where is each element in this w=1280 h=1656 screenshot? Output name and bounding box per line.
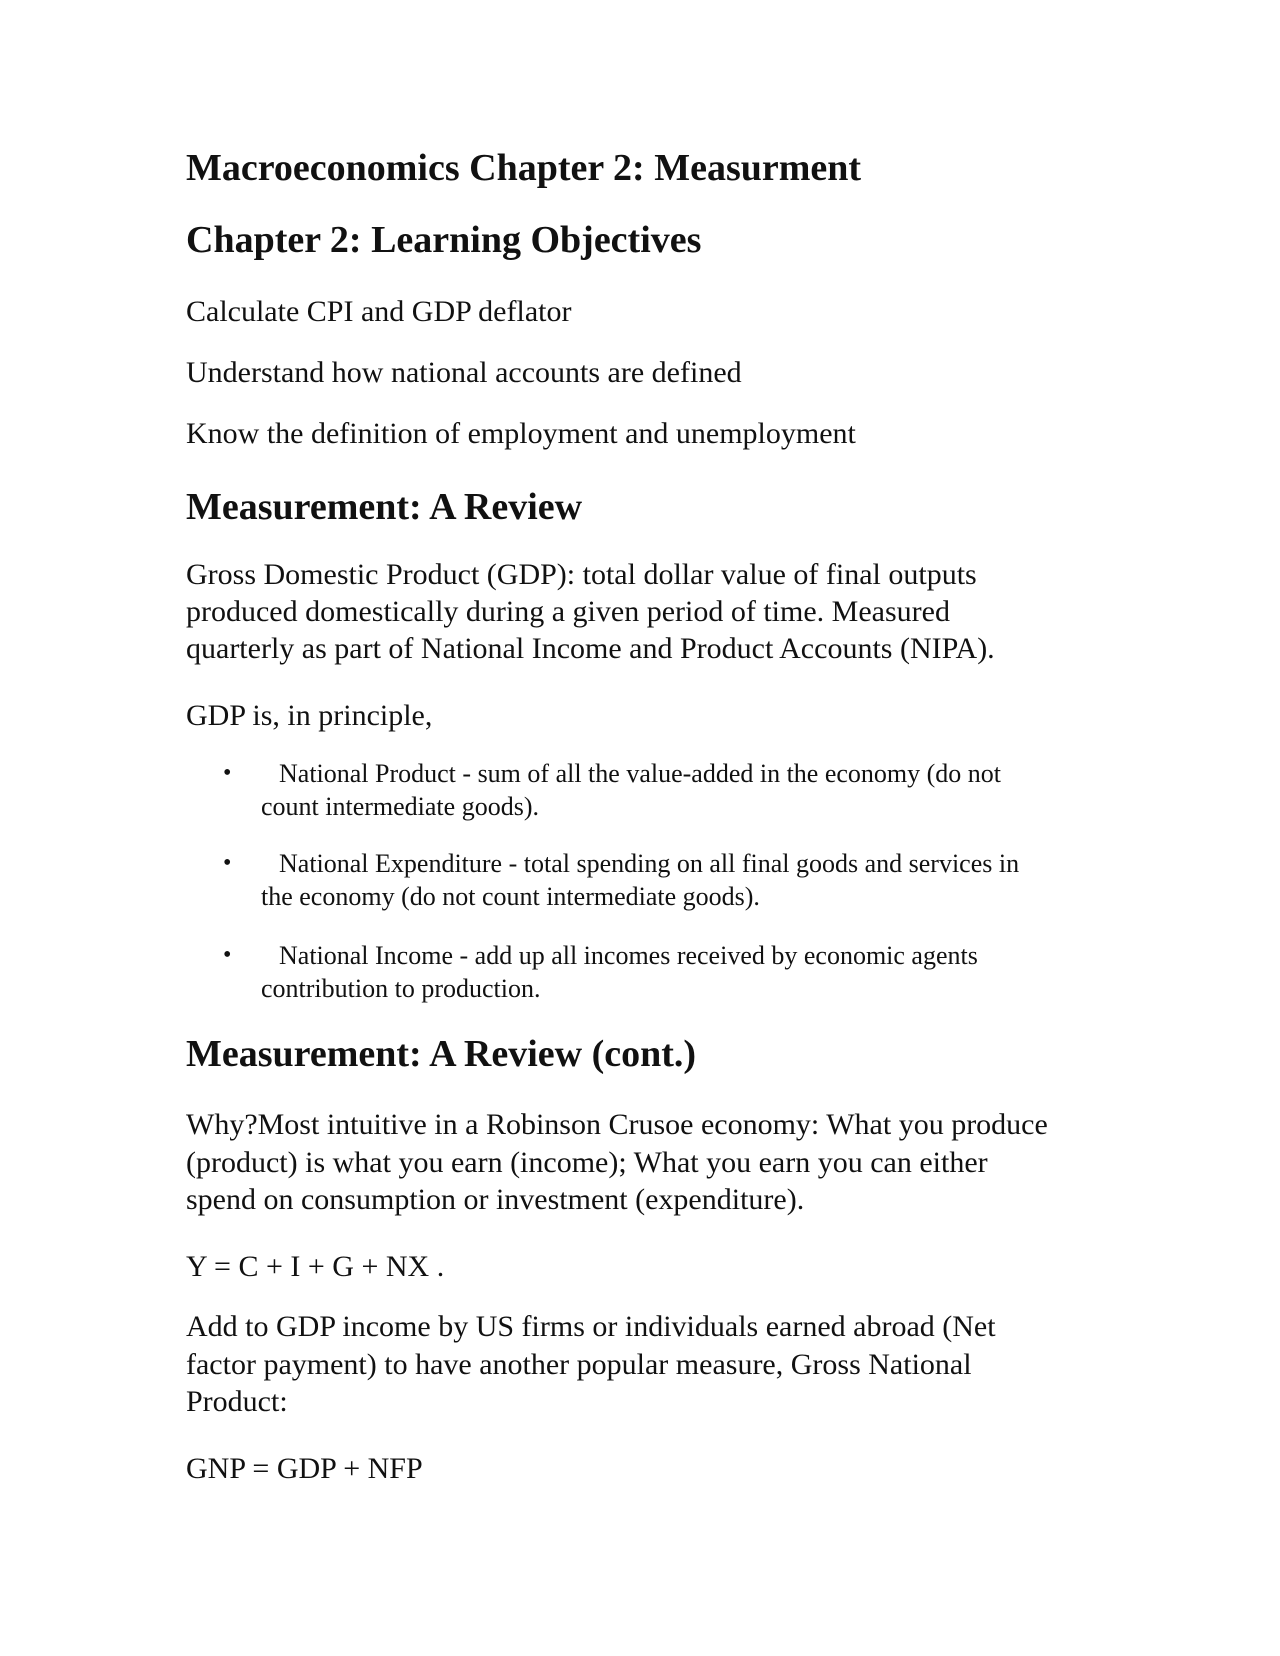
bullet-line: National Product - sum of all the value-added in the economy (do not bbox=[279, 759, 1002, 788]
bullet-icon: • bbox=[223, 760, 232, 786]
bullet-text bbox=[261, 939, 1071, 1005]
gnp-equation: GNP = GDP + NFP bbox=[186, 1452, 423, 1485]
why-line: spend on consumption or investment (expenditure). bbox=[186, 1183, 805, 1216]
bullet-line: the economy (do not count intermediate goods). bbox=[261, 882, 760, 911]
why-line: (product) is what you earn (income); What you earn you can either bbox=[186, 1146, 988, 1179]
document-title: Macroeconomics Chapter 2: Measurment bbox=[186, 147, 862, 189]
gnp-intro-line: Add to GDP income by US firms or individuals earned abroad (Net bbox=[186, 1310, 996, 1343]
bullet-line: National Income - add up all incomes received by economic agents bbox=[279, 941, 978, 970]
objective-item: Understand how national accounts are defined bbox=[186, 356, 742, 389]
review-heading: Measurement: A Review bbox=[186, 486, 583, 528]
review-cont-heading: Measurement: A Review (cont.) bbox=[186, 1033, 697, 1075]
objective-item: Know the definition of employment and unemployment bbox=[186, 417, 856, 450]
gnp-intro-line: factor payment) to have another popular measure, Gross National bbox=[186, 1348, 972, 1381]
objective-item: Calculate CPI and GDP deflator bbox=[186, 295, 572, 328]
gdp-principle-intro: GDP is, in principle, bbox=[186, 699, 433, 732]
bullet-line: count intermediate goods). bbox=[261, 792, 539, 821]
bullet-text bbox=[261, 757, 1071, 823]
gdp-equation: Y = C + I + G + NX . bbox=[186, 1250, 445, 1283]
bullet-icon: • bbox=[223, 942, 232, 968]
bullet-line: National Expenditure - total spending on all final goods and services in bbox=[279, 849, 1020, 878]
why-line: Why?Most intuitive in a Robinson Crusoe economy: What you produce bbox=[186, 1108, 1048, 1141]
gdp-definition-line: Gross Domestic Product (GDP): total dollar value of final outputs bbox=[186, 558, 977, 591]
gnp-intro-line: Product: bbox=[186, 1385, 288, 1418]
bullet-icon: • bbox=[223, 850, 232, 876]
bullet-line: contribution to production. bbox=[261, 974, 541, 1003]
objectives-heading: Chapter 2: Learning Objectives bbox=[186, 219, 702, 261]
gdp-definition-line: produced domestically during a given period of time. Measured bbox=[186, 595, 950, 628]
bullet-text bbox=[261, 847, 1071, 913]
gdp-definition-line: quarterly as part of National Income and Product Accounts (NIPA). bbox=[186, 632, 995, 665]
